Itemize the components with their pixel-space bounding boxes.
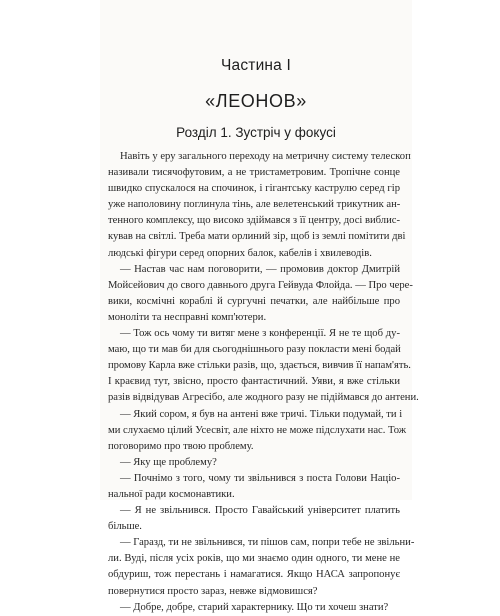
text-line: ли. Вуді, після усіх років, що ми знаємо один одного, ти мене не xyxy=(108,553,400,565)
text-line: разів відвідував Агресібо, але жодного разу не підіймався до антени. xyxy=(108,392,419,404)
text-line: — Настав час нам поговорити, — промовив доктор Дмитрій xyxy=(120,263,400,275)
chapter-title: Розділ 1. Зустріч у фокусі xyxy=(176,125,336,140)
text-line: — Почнімо з того, чому ти звільнився з поста Голови Націо- xyxy=(120,472,400,484)
text-line: — Який сором, я був на антені вже тричі. Тільки подумай, ти і xyxy=(120,408,403,420)
text-line: повернутися просто зараз, невже відмовишся? xyxy=(108,585,318,597)
text-line: поговоримо про твою проблему. xyxy=(108,440,254,452)
text-line: — Тож ось чому ти витяг мене з конференції. Я не те щоб ду- xyxy=(120,328,400,340)
text-line: тенного комплексу, що високо здіймався з її центру, досі виблис- xyxy=(108,215,400,227)
text-line: Навіть у еру загального переходу на метричну систему телескоп xyxy=(120,151,411,162)
text-line: кував на світлі. Треба мати орлиний зір, щоб із землі помітити дві xyxy=(108,231,406,243)
text-line: ми слухаємо цілий Усесвіт, але ніхто не може підслухати нас. Тож xyxy=(108,424,407,436)
text-line: — Яку ще проблему? xyxy=(120,456,217,468)
text-line: обдуриш, тож перестань і намагатися. Якщо НАСА запропонує xyxy=(108,569,400,581)
text-line: уже наполовину поглинула тінь, але велетенський трикутник ан- xyxy=(108,199,401,211)
text-line: швидко спускалося на спочинок, і гігантську каструлю серед гір xyxy=(108,183,400,195)
text-line: промову Карла вже стільки разів, що, здається, вивчив її напам'ять. xyxy=(108,360,411,372)
body-text xyxy=(108,149,419,616)
text-line: вики, космічні кораблі й сургучні печатки, але найбільше про xyxy=(108,295,400,307)
text-line: — Гаразд, ти не звільнився, ти пішов сам, попри тебе не звільни- xyxy=(120,537,415,549)
text-line: — Я не звільнився. Просто Гавайський університет платить xyxy=(120,505,400,517)
book-title: «ЛЕОНОВ» xyxy=(205,91,307,111)
text-line: більше. xyxy=(108,521,142,533)
text-line: — Добре, добре, старий характернику. Що ти хочеш знати? xyxy=(120,601,389,613)
text-line: моноліти та несправні комп'ютери. xyxy=(108,311,267,323)
text-line: Мойсейович до свого давнього друга Гейвуда Флойда. — Про чере- xyxy=(108,279,413,291)
text-line: називали тисячофутовим, а не тристаметровим. Тропічне сонце xyxy=(108,167,400,179)
part-title: Частина I xyxy=(220,57,292,74)
text-line: нальної ради космонавтики. xyxy=(108,488,235,500)
text-line: маю, що ти мав би для сьогоднішнього разу покласти мені бодай xyxy=(108,344,401,356)
text-line: І краєвид тут, звісно, просто фантастичний. Уяви, я вже стільки xyxy=(108,376,400,388)
text-line: людські фігури серед опорних балок, кабелів і хвилеводів. xyxy=(108,247,372,259)
